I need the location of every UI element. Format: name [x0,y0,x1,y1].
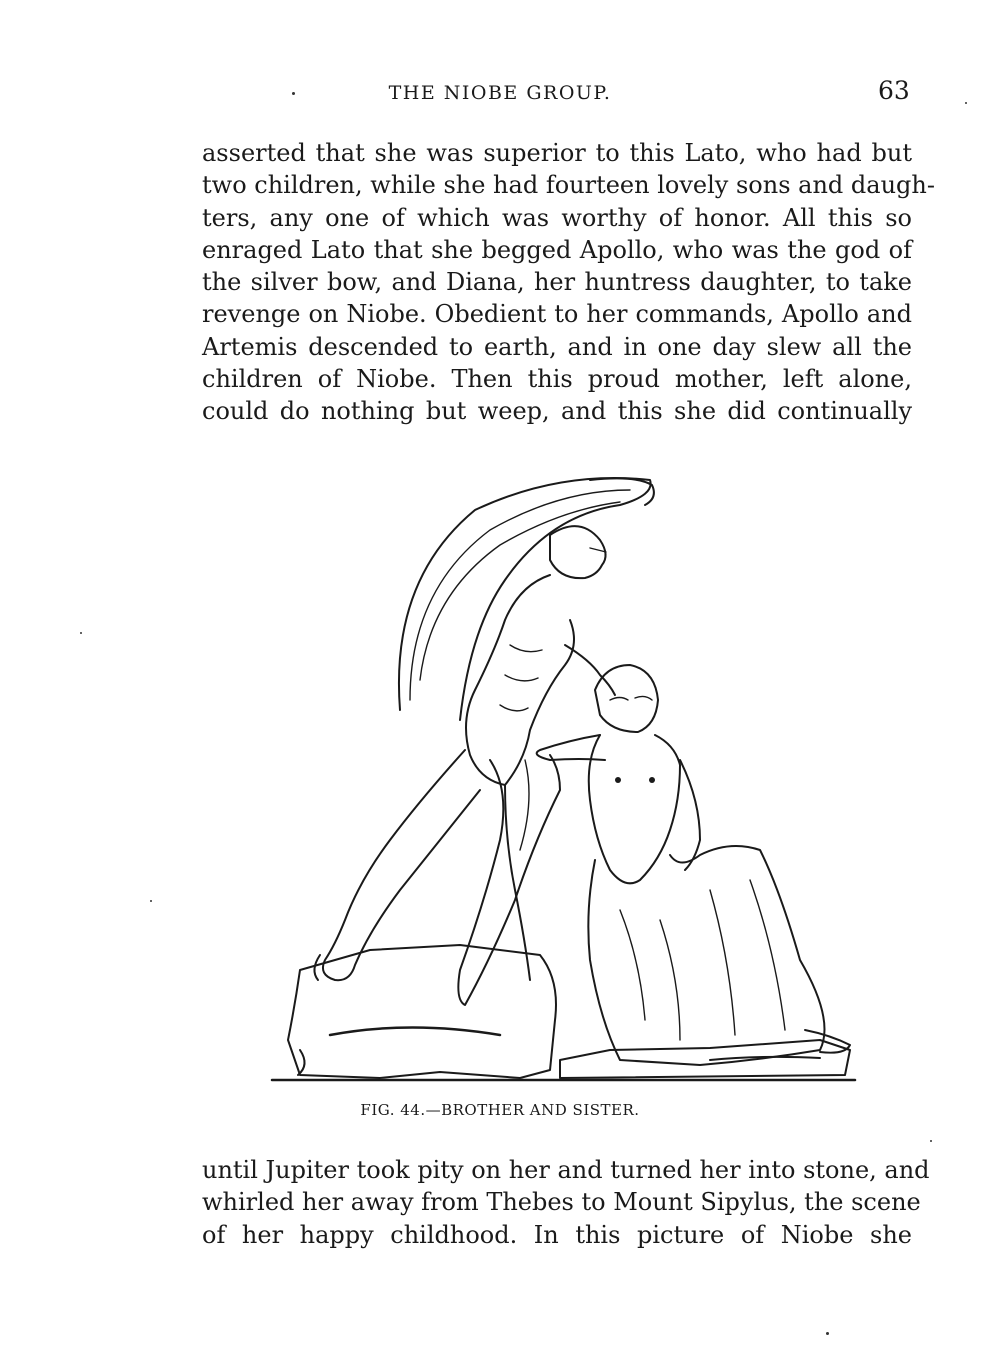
text-line: children of Niobe. Then this proud mother, left alone, [202,365,912,394]
paper-speck [292,92,295,95]
brother-head [550,526,606,578]
text-line: whirled her away from Thebes to Mount Sipylus, the scene [202,1188,921,1217]
paper-speck [80,632,82,634]
text-line: revenge on Niobe. Obedient to her commands, Apollo and [202,300,912,329]
cloak [399,478,651,720]
text-line: ters, any one of which was worthy of honor. All this so [202,203,912,232]
header-title: THE NIOBE GROUP. [388,82,612,104]
paper-speck [826,1332,829,1335]
paper-speck [150,900,152,902]
paragraph-top [202,137,935,428]
page-number: 63 [878,76,910,105]
paper-speck [930,1140,932,1142]
sculpture-drawing [260,460,860,1090]
text-line: could do nothing but weep, and this she did continually [202,397,912,426]
sister-body [589,735,680,883]
stone-base-right [560,1040,850,1078]
text-line: of her happy childhood. In this picture of Niobe she [202,1220,912,1249]
text-line: enraged Lato that she begged Apollo, who was the god of [202,235,912,264]
text-line: the silver bow, and Diana, her huntress daughter, to take [202,268,912,297]
text-line: Artemis descended to earth, and in one day slew all the [202,332,912,361]
text-line: asserted that she was superior to this Lato, who had but [202,139,912,167]
figure-illustration [260,460,860,1090]
text-line: until Jupiter took pity on her and turned her into stone, and [202,1156,930,1184]
paper-speck [965,102,967,104]
figure-caption: FIG. 44.—BROTHER AND SISTER. [360,1101,640,1119]
stone-base [288,945,556,1078]
sister-robe [588,846,824,1065]
drapery [458,755,560,1005]
paragraph-bottom [202,1154,930,1251]
text-line: two children, while she had fourteen lovely sons and daugh- [202,171,935,200]
